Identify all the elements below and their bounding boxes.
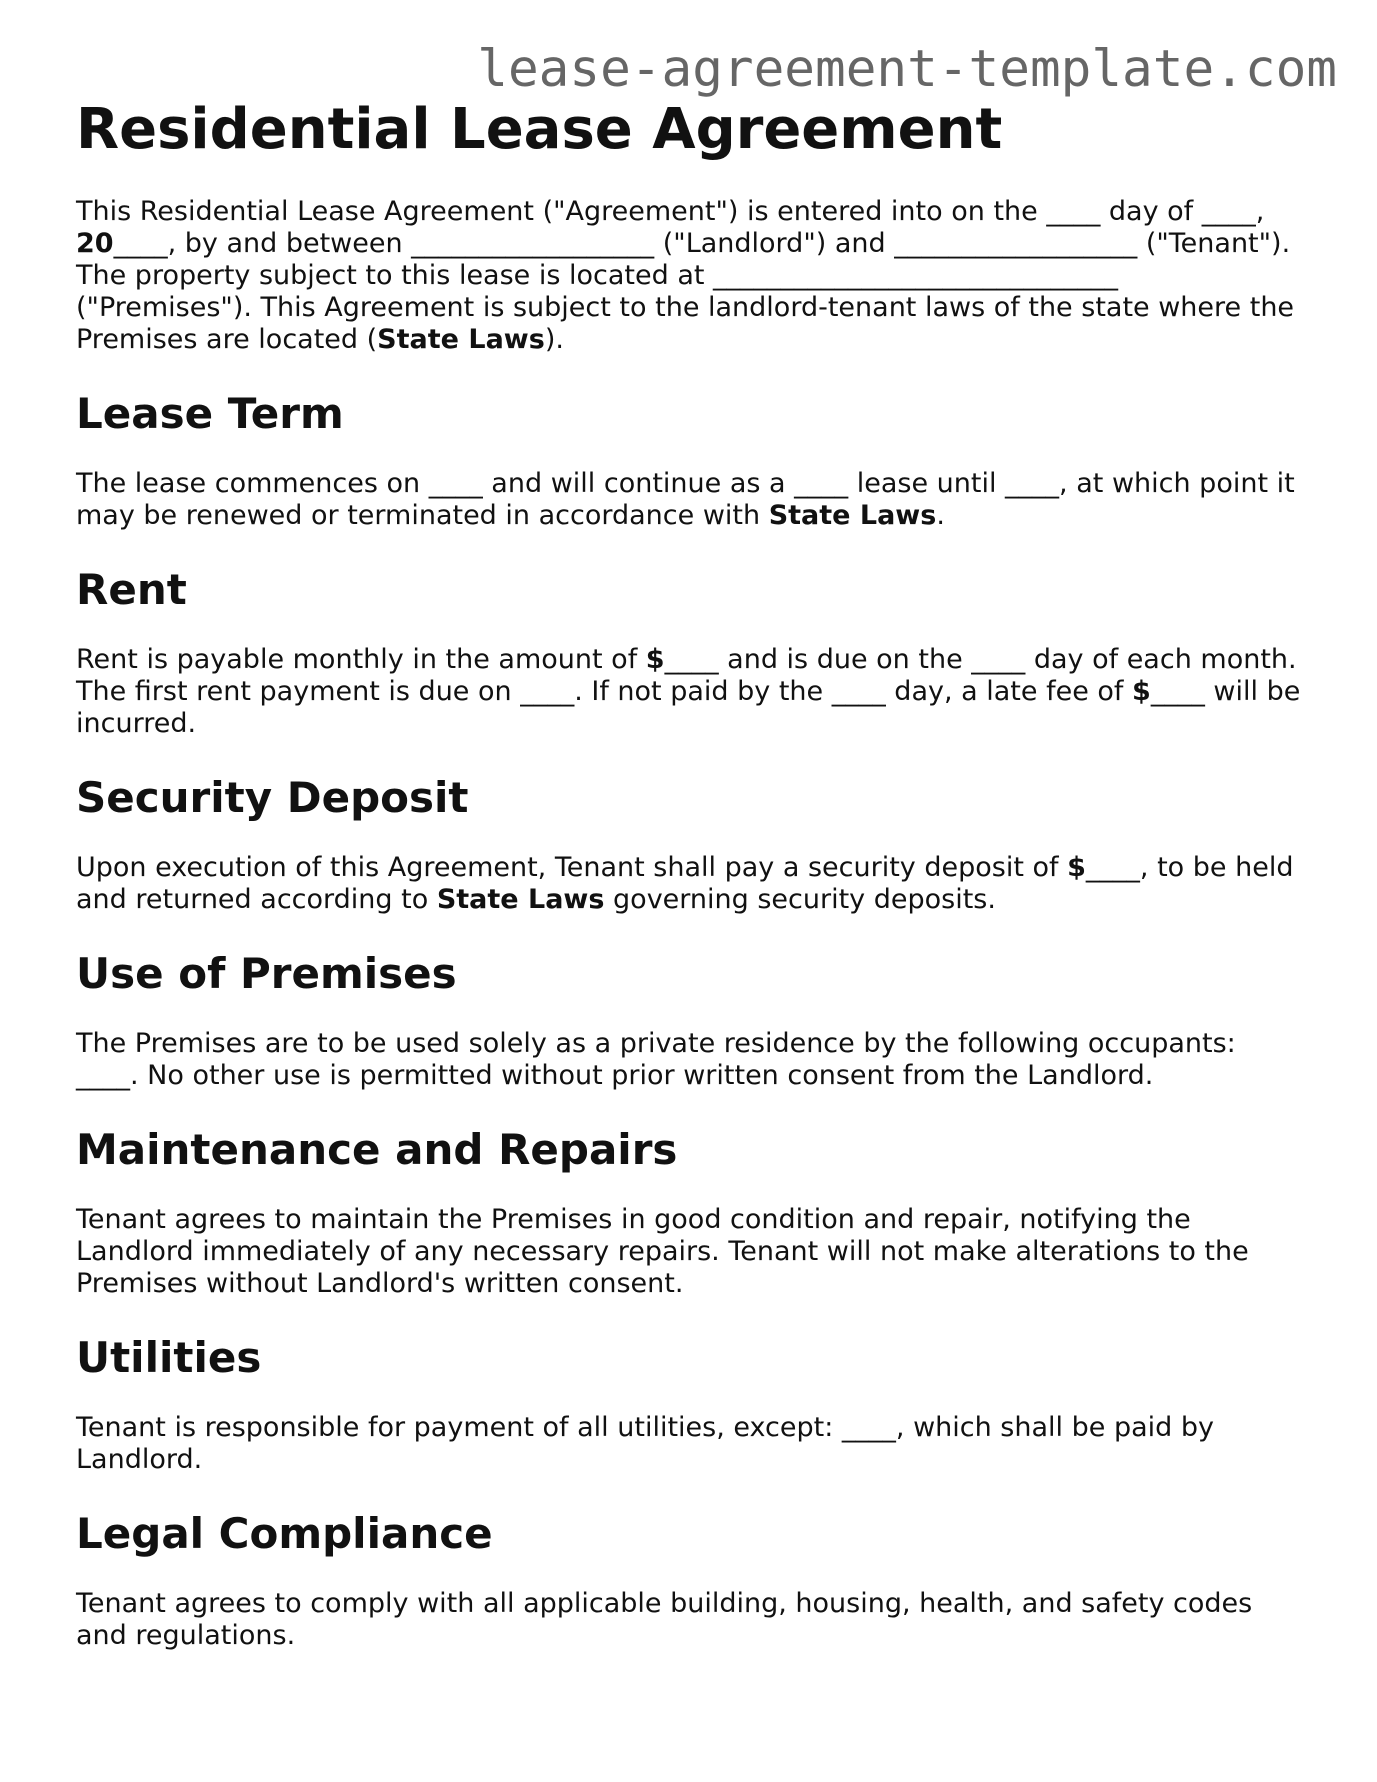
- section-security-deposit: [76, 772, 1301, 916]
- body-text: .: [936, 500, 945, 531]
- body-text: Upon execution of this Agreement, Tenant shall pay a security deposit of: [76, 852, 1068, 883]
- body-bold: State Laws: [436, 884, 605, 915]
- section-maintenance: [76, 1124, 1301, 1300]
- body-text: Rent is payable monthly in the amount of: [76, 644, 646, 675]
- intro-text-2: ____, by and between __________________ ("Landlord") and __________________ ("Tenant"). The property subject to this lease is located at ______________________________ ("Premises"). This Agreement is subject to the landlord-tenant laws of the state where the Premises are located (: [76, 228, 1295, 355]
- body-text: governing security deposits.: [604, 884, 996, 915]
- section-rent: [76, 564, 1301, 740]
- section-heading: Rent: [76, 565, 187, 614]
- section-heading: Lease Term: [76, 389, 344, 438]
- section-body: The Premises are to be used solely as a private residence by the following occupants: ____. No other use is permitted without prior written consent from the Landlord.: [76, 1028, 1236, 1091]
- intro-text-3: ).: [544, 324, 564, 355]
- intro-text-1: This Residential Lease Agreement ("Agreement") is entered into on the ____ day of ____,: [76, 196, 1265, 227]
- section-lease-term: [76, 388, 1301, 532]
- section-body: [76, 644, 1301, 740]
- section-body: Tenant agrees to comply with all applicable building, housing, health, and safety codes and regulations.: [76, 1588, 1253, 1651]
- site-watermark: lease-agreement-template.com: [477, 40, 1337, 99]
- body-bold: $: [1132, 676, 1151, 707]
- section-body: [76, 852, 1301, 916]
- document-page: [76, 96, 1301, 1652]
- body-bold: State Laws: [768, 500, 937, 531]
- section-heading: Legal Compliance: [76, 1509, 493, 1558]
- intro-paragraph: [76, 196, 1301, 356]
- section-heading: Utilities: [76, 1333, 262, 1382]
- intro-bold-1: 20: [76, 228, 114, 259]
- section-body: Tenant is responsible for payment of all utilities, except: ____, which shall be paid by Landlord.: [76, 1412, 1214, 1475]
- body-bold: $: [645, 644, 665, 675]
- body-text: ____, to be held and returned according to: [76, 852, 1294, 915]
- section-body: Tenant agrees to maintain the Premises in good condition and repair, notifying the Landlord immediately of any necessary repairs. Tenant will not make alterations to the Premises without Landlord's written consent.: [76, 1204, 1249, 1299]
- intro-bold-2: State Laws: [377, 324, 545, 355]
- section-use-of-premises: [76, 948, 1301, 1092]
- section-body: [76, 468, 1301, 532]
- body-text: ____ will be incurred.: [76, 676, 1301, 739]
- body-text: The lease commences on ____ and will continue as a ____ lease until ____, at which point it may be renewed or terminated in accordance with: [76, 468, 1295, 531]
- section-heading: Maintenance and Repairs: [76, 1125, 678, 1174]
- section-heading: Use of Premises: [76, 949, 457, 998]
- section-heading: Security Deposit: [76, 773, 469, 822]
- section-legal-compliance: [76, 1508, 1301, 1652]
- section-utilities: [76, 1332, 1301, 1476]
- body-bold: $: [1067, 852, 1086, 883]
- body-text: ____ and is due on the ____ day of each month. The first rent payment is due on ____. If not paid by the ____ day, a late fee of: [76, 644, 1297, 707]
- document-title: Residential Lease Agreement: [76, 97, 1003, 162]
